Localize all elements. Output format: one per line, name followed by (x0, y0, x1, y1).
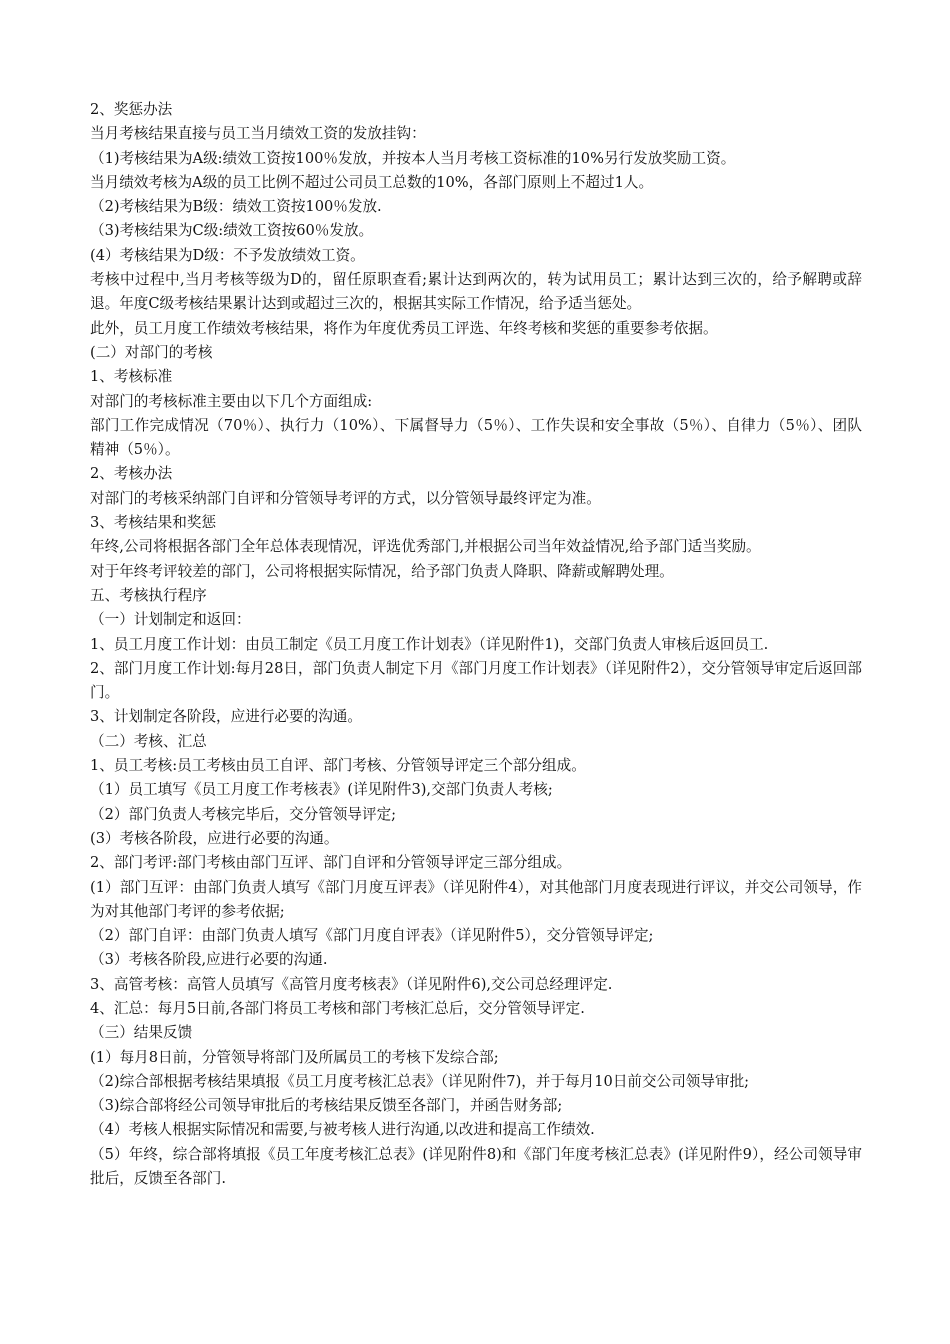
text-line: 1、员工考核:员工考核由员工自评、部门考核、分管领导评定三个部分组成。 (90, 757, 586, 775)
text-line: (1）每月8日前，分管领导将部门及所属员工的考核下发综合部; (90, 1048, 499, 1066)
text-line: （3)考核结果为C级:绩效工资按60％发放。 (90, 222, 374, 240)
text-line: 3、高管考核：高管人员填写《高管月度考核表》（详见附件6),交公司总经理评定. (90, 975, 613, 993)
text-line: （2）部门自评：由部门负责人填写《部门月度自评表》（详见附件5），交分管领导评定; (90, 927, 654, 945)
text-line: （2）部门负责人考核完毕后，交分管领导评定; (90, 805, 397, 823)
text-line: 对于年终考评较差的部门，公司将根据实际情况，给予部门负责人降职、降薪或解聘处理。 (90, 562, 674, 580)
section-heading: 五、考核执行程序 (90, 586, 207, 604)
text-line: 4、汇总：每月5日前,各部门将员工考核和部门考核汇总后，交分管领导评定. (90, 999, 585, 1017)
text-line: （3）考核各阶段,应进行必要的沟通. (90, 951, 328, 969)
text-paragraph: 1、员工月度工作计划：由员工制定《员工月度工作计划表》（详见附件1)，交部门负责人审核后返回员工. (90, 635, 769, 653)
subsection-heading: （一）计划制定和返回： (90, 611, 251, 629)
section-heading: (二）对部门的考核 (90, 343, 213, 361)
text-line: （4）考核人根据实际情况和需要,与被考核人进行沟通,以改进和提高工作绩效. (90, 1121, 595, 1139)
text-line: (4）考核结果为D级：不予发放绩效工资。 (90, 246, 365, 264)
subsection-heading: （三）结果反馈 (90, 1024, 193, 1042)
text-line: 当月考核结果直接与员工当月绩效工资的发放挂钩： (90, 125, 426, 143)
text-line: （3)综合部将经公司领导审批后的考核结果反馈至各部门，并函告财务部; (90, 1097, 563, 1115)
text-line: （1）员工填写《员工月度工作考核表》(详见附件3),交部门负责人考核; (90, 781, 553, 799)
text-line: 当月绩效考核为A级的员工比例不超过公司员工总数的10%，各部门原则上不超过1人。 (90, 173, 654, 191)
text-line: 2、部门考评:部门考核由部门互评、部门自评和分管领导评定三部分组成。 (90, 854, 572, 872)
text-line: （2)综合部根据考核结果填报《员工月度考核汇总表》（详见附件7)，并于每月10日前交公司领导审批; (90, 1072, 750, 1090)
subsection-heading: 3、考核结果和奖惩 (90, 514, 217, 532)
text-paragraph: 考核中过程中,当月考核等级为D的，留任原职查看;累计达到两次的，转为试用员工；累计达到三次的，给予解聘或辞退。年度C级考核结果累计达到或超过三次的，根据其实际工作情况，给予适当惩处。 (90, 271, 862, 313)
subsection-heading: 1、考核标准 (90, 368, 173, 386)
text-line: 年终,公司将根据各部门全年总体表现情况，评选优秀部门,并根据公司当年效益情况,给予部门适当奖励。 (90, 538, 761, 556)
text-line: 对部门的考核标准主要由以下几个方面组成: (90, 392, 373, 410)
text-paragraph: (1）部门互评：由部门负责人填写《部门月度互评表》（详见附件4），对其他部门月度表现进行评议，并交公司领导，作为对其他部门考评的参考依据; (90, 878, 862, 920)
text-line: (3）考核各阶段，应进行必要的沟通。 (90, 829, 339, 847)
text-line: （1)考核结果为A级:绩效工资按100％发放，并按本人当月考核工资标准的10%另行发放奖励工资。 (90, 149, 736, 167)
text-line: 3、计划制定各阶段，应进行必要的沟通。 (90, 708, 362, 726)
text-line: 此外，员工月度工作绩效考核结果，将作为年度优秀员工评选、年终考核和奖惩的重要参考依据。 (90, 319, 718, 337)
text-paragraph: 部门工作完成情况（70％）、执行力（10%）、下属督导力（5％）、工作失误和安全事故（5％）、自律力（5％）、团队精神（5％）。 (90, 416, 862, 459)
text-line: 对部门的考核采纳部门自评和分管领导考评的方式，以分管领导最终评定为准。 (90, 489, 601, 507)
subsection-heading: （二）考核、汇总 (90, 732, 207, 750)
text-paragraph: （5）年终，综合部将填报《员工年度考核汇总表》(详见附件8)和《部门年度考核汇总表》(详见附件9），经公司领导审批后，反馈至各部门. (90, 1145, 862, 1188)
text-line: 2、奖惩办法 (90, 101, 173, 118)
text-paragraph: 2、部门月度工作计划:每月28日，部门负责人制定下月《部门月度工作计划表》（详见附件2），交分管领导审定后返回部门。 (90, 659, 862, 702)
text-line: （2)考核结果为B级：绩效工资按100％发放. (90, 198, 382, 216)
document-page (90, 98, 862, 1191)
subsection-heading: 2、考核办法 (90, 465, 173, 483)
